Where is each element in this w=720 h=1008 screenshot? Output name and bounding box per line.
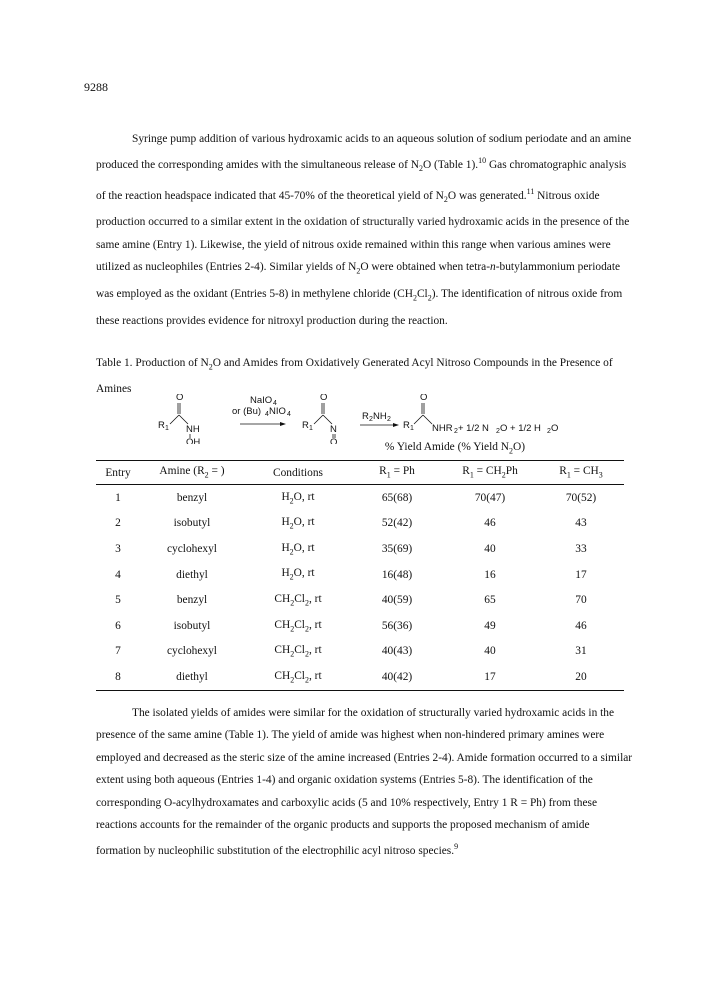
reagent-amine-nh: NH (373, 411, 387, 422)
table-cell: 17 (575, 568, 587, 581)
yield-column-group-header: % Yield Amide (% Yield $N_2O$) (384, 441, 526, 456)
table-cell: $H_2O$, rt (281, 541, 315, 557)
table-cell: 46 (575, 619, 587, 632)
table-row (96, 613, 624, 639)
table-cell: benzyl (176, 491, 208, 504)
table-cell: 6 (115, 619, 121, 632)
table-cell: 40(59) (381, 594, 413, 607)
carbonyl-o-label-3: O (420, 394, 428, 403)
table-cell: $H_2O$, rt (281, 490, 315, 505)
table-body (96, 485, 624, 691)
table-cell: cyclohexyl (167, 542, 217, 555)
byproduct-h2o-sub: 2 (547, 428, 551, 435)
table-cell: 56(36) (381, 619, 413, 632)
nitroso-o-label: O (330, 437, 338, 444)
table-row (96, 664, 624, 691)
reagent-nio-sub: 4 (287, 411, 291, 418)
table-header-cell: $R_1 = Ph$ (379, 465, 415, 480)
table-cell: $CH_2Cl_2$, rt (274, 593, 322, 608)
r1-label-3: R (403, 420, 410, 431)
table-cell: $CH_2Cl_2$, rt (274, 644, 322, 659)
carbonyl-o-label: O (176, 394, 184, 403)
table-cell: 40(43) (381, 645, 413, 658)
table-row (96, 511, 624, 537)
table-cell: 31 (575, 645, 587, 658)
reaction-scheme (140, 394, 600, 444)
table-cell: 70 (575, 594, 587, 607)
carbonyl-o-label-2: O (320, 394, 328, 403)
reagent-periodate: NaIO (250, 395, 273, 406)
product-nhr-sub: 2 (454, 428, 458, 435)
table-row (96, 639, 624, 665)
paragraph-body-2: The isolated yields of amides were similar for the oxidation of structurally varied hydroxamic acids in the presence of the same amine (Table 1). The yield of amide was highest when non-hindered primary amines were employed and decreased as the steric size of the amine increased (Entries 2-4). Amide formation occurred to a similar extent using both aqueous (Entries 1-4) and organic oxidation systems (Entries 5-8). The identification of the corresponding O-acylhydroxamates and carboxylic acids (5 and 10% respectively, Entry 1 R = Ph) from these reactions accounts for the remainder of the organic products and supports the proposed mechanism of amide formation by nucleophilic substitution of the electrophilic acyl nitroso species.$^9$ (96, 707, 633, 858)
table-cell: 46 (484, 517, 496, 530)
table-cell: 8 (115, 671, 121, 684)
table-cell: 16(48) (381, 568, 413, 581)
table-cell: 65(68) (381, 491, 413, 504)
table-cell: isobutyl (173, 517, 211, 530)
byproduct-h2o-end: O (551, 423, 559, 434)
intermediate-acyl-nitroso (302, 394, 337, 444)
table-cell: 40 (484, 542, 496, 555)
table-cell: 17 (484, 671, 496, 684)
table-header-cell: $R_1 = CH_2Ph$ (462, 465, 518, 480)
table-cell: $H_2O$, rt (281, 516, 315, 531)
table-cell: cyclohexyl (167, 645, 217, 658)
n-label: N (330, 424, 337, 435)
table-caption: Table 1. Production of $N_2O$ and Amides from Oxidatively Generated Acyl Nitroso Compounds in the Presence of Amines (96, 357, 613, 396)
table-cell: diethyl (176, 568, 208, 581)
table-cell: isobutyl (173, 619, 211, 632)
table-header-cell: $R_1 = CH_3$ (559, 465, 603, 480)
arrow-amine (360, 411, 399, 427)
table-header-cell: Entry (105, 466, 131, 479)
table-cell: 5 (115, 594, 121, 607)
table-cell: 43 (575, 517, 587, 530)
table-cell: 70(47) (474, 491, 506, 504)
table-cell: 52(42) (381, 517, 413, 530)
arrow-oxidation (232, 395, 291, 426)
table-header-row (96, 461, 624, 485)
table-header-cell: Conditions (272, 466, 323, 479)
reagent-bu4-sub: 4 (265, 411, 269, 418)
table-row (96, 536, 624, 562)
byproduct-n2o-sub: 2 (496, 428, 500, 435)
reagent-amine-sub: 2 (369, 416, 373, 423)
r1-sub: 1 (165, 425, 169, 432)
product-amide (403, 394, 558, 435)
r1-sub-3: 1 (410, 425, 414, 432)
table-cell: 20 (575, 671, 587, 684)
table-cell: 3 (115, 542, 121, 555)
r1-sub-2: 1 (309, 425, 313, 432)
reagent-periodate-sub: 4 (273, 400, 277, 407)
table-cell: diethyl (176, 671, 208, 684)
nh-label: NH (186, 424, 200, 435)
oh-label: OH (186, 437, 201, 444)
r1-label: R (158, 420, 165, 431)
table-cell: benzyl (176, 594, 208, 607)
table-row (96, 485, 624, 511)
table-cell: 33 (575, 542, 587, 555)
table-cell: $CH_2Cl_2$, rt (274, 618, 322, 633)
table-cell: 4 (115, 568, 121, 581)
table-cell: 35(69) (381, 542, 413, 555)
results-table (96, 460, 624, 691)
table-cell: 16 (484, 568, 496, 581)
reactant-hydroxamic-acid (158, 394, 200, 444)
table-row (96, 562, 624, 588)
table-cell: 2 (115, 517, 121, 530)
product-nhr: NHR (432, 423, 453, 434)
table-cell: $CH_2Cl_2$, rt (274, 670, 322, 685)
reagent-amine-r: R (362, 411, 369, 422)
table-cell: $H_2O$, rt (281, 567, 315, 582)
table-cell: 1 (115, 491, 121, 504)
reagent-amine-nh-sub: 2 (387, 416, 391, 423)
table-cell: 7 (115, 645, 121, 658)
table-cell: 49 (484, 619, 496, 632)
page-number: 9288 (84, 80, 108, 94)
r1-label-2: R (302, 420, 309, 431)
table-row (96, 587, 624, 613)
table-cell: 65 (484, 594, 496, 607)
paragraph-body-1: Syringe pump addition of various hydroxamic acids to an aqueous solution of sodium periodate and an amine produced the corresponding amides with the simultaneous release of $N_2O$ (Table 1).$^{10}$ Gas chromatographic analysis of the reaction headspace indicated that 45-70% of the theoretical yield of $N_2O$ was generated.$^{11}$ Nitrous oxide production occurred to a similar extent in the oxidation of structurally varied hydroxamic acids in the presence of the same amine (Entry 1). Likewise, the yield of nitrous oxide remained within this range when various amines were utilized as nucleophiles (Entries 2-4). Similar yields of $N_2O$ were obtained when tetra-n-butylammonium periodate was employed as the oxidant (Entries 5-8) in methylene chloride $(CH_2Cl_2)$. The identification of nitrous oxide from these reactions provides evidence for nitroxyl production during the reaction. (96, 133, 632, 327)
byproduct-n2o: + 1/2 N (458, 423, 489, 434)
byproduct-h2o: O + 1/2 H (500, 423, 541, 434)
table-cell: 40(42) (381, 671, 413, 684)
table-cell: 70(52) (565, 491, 597, 504)
reagent-bu4: or (Bu) (232, 406, 262, 417)
table-header-cell: Amine ($R_2$ = ) (159, 465, 225, 480)
reagent-nio: NIO (269, 406, 286, 417)
table-cell: 40 (484, 645, 496, 658)
